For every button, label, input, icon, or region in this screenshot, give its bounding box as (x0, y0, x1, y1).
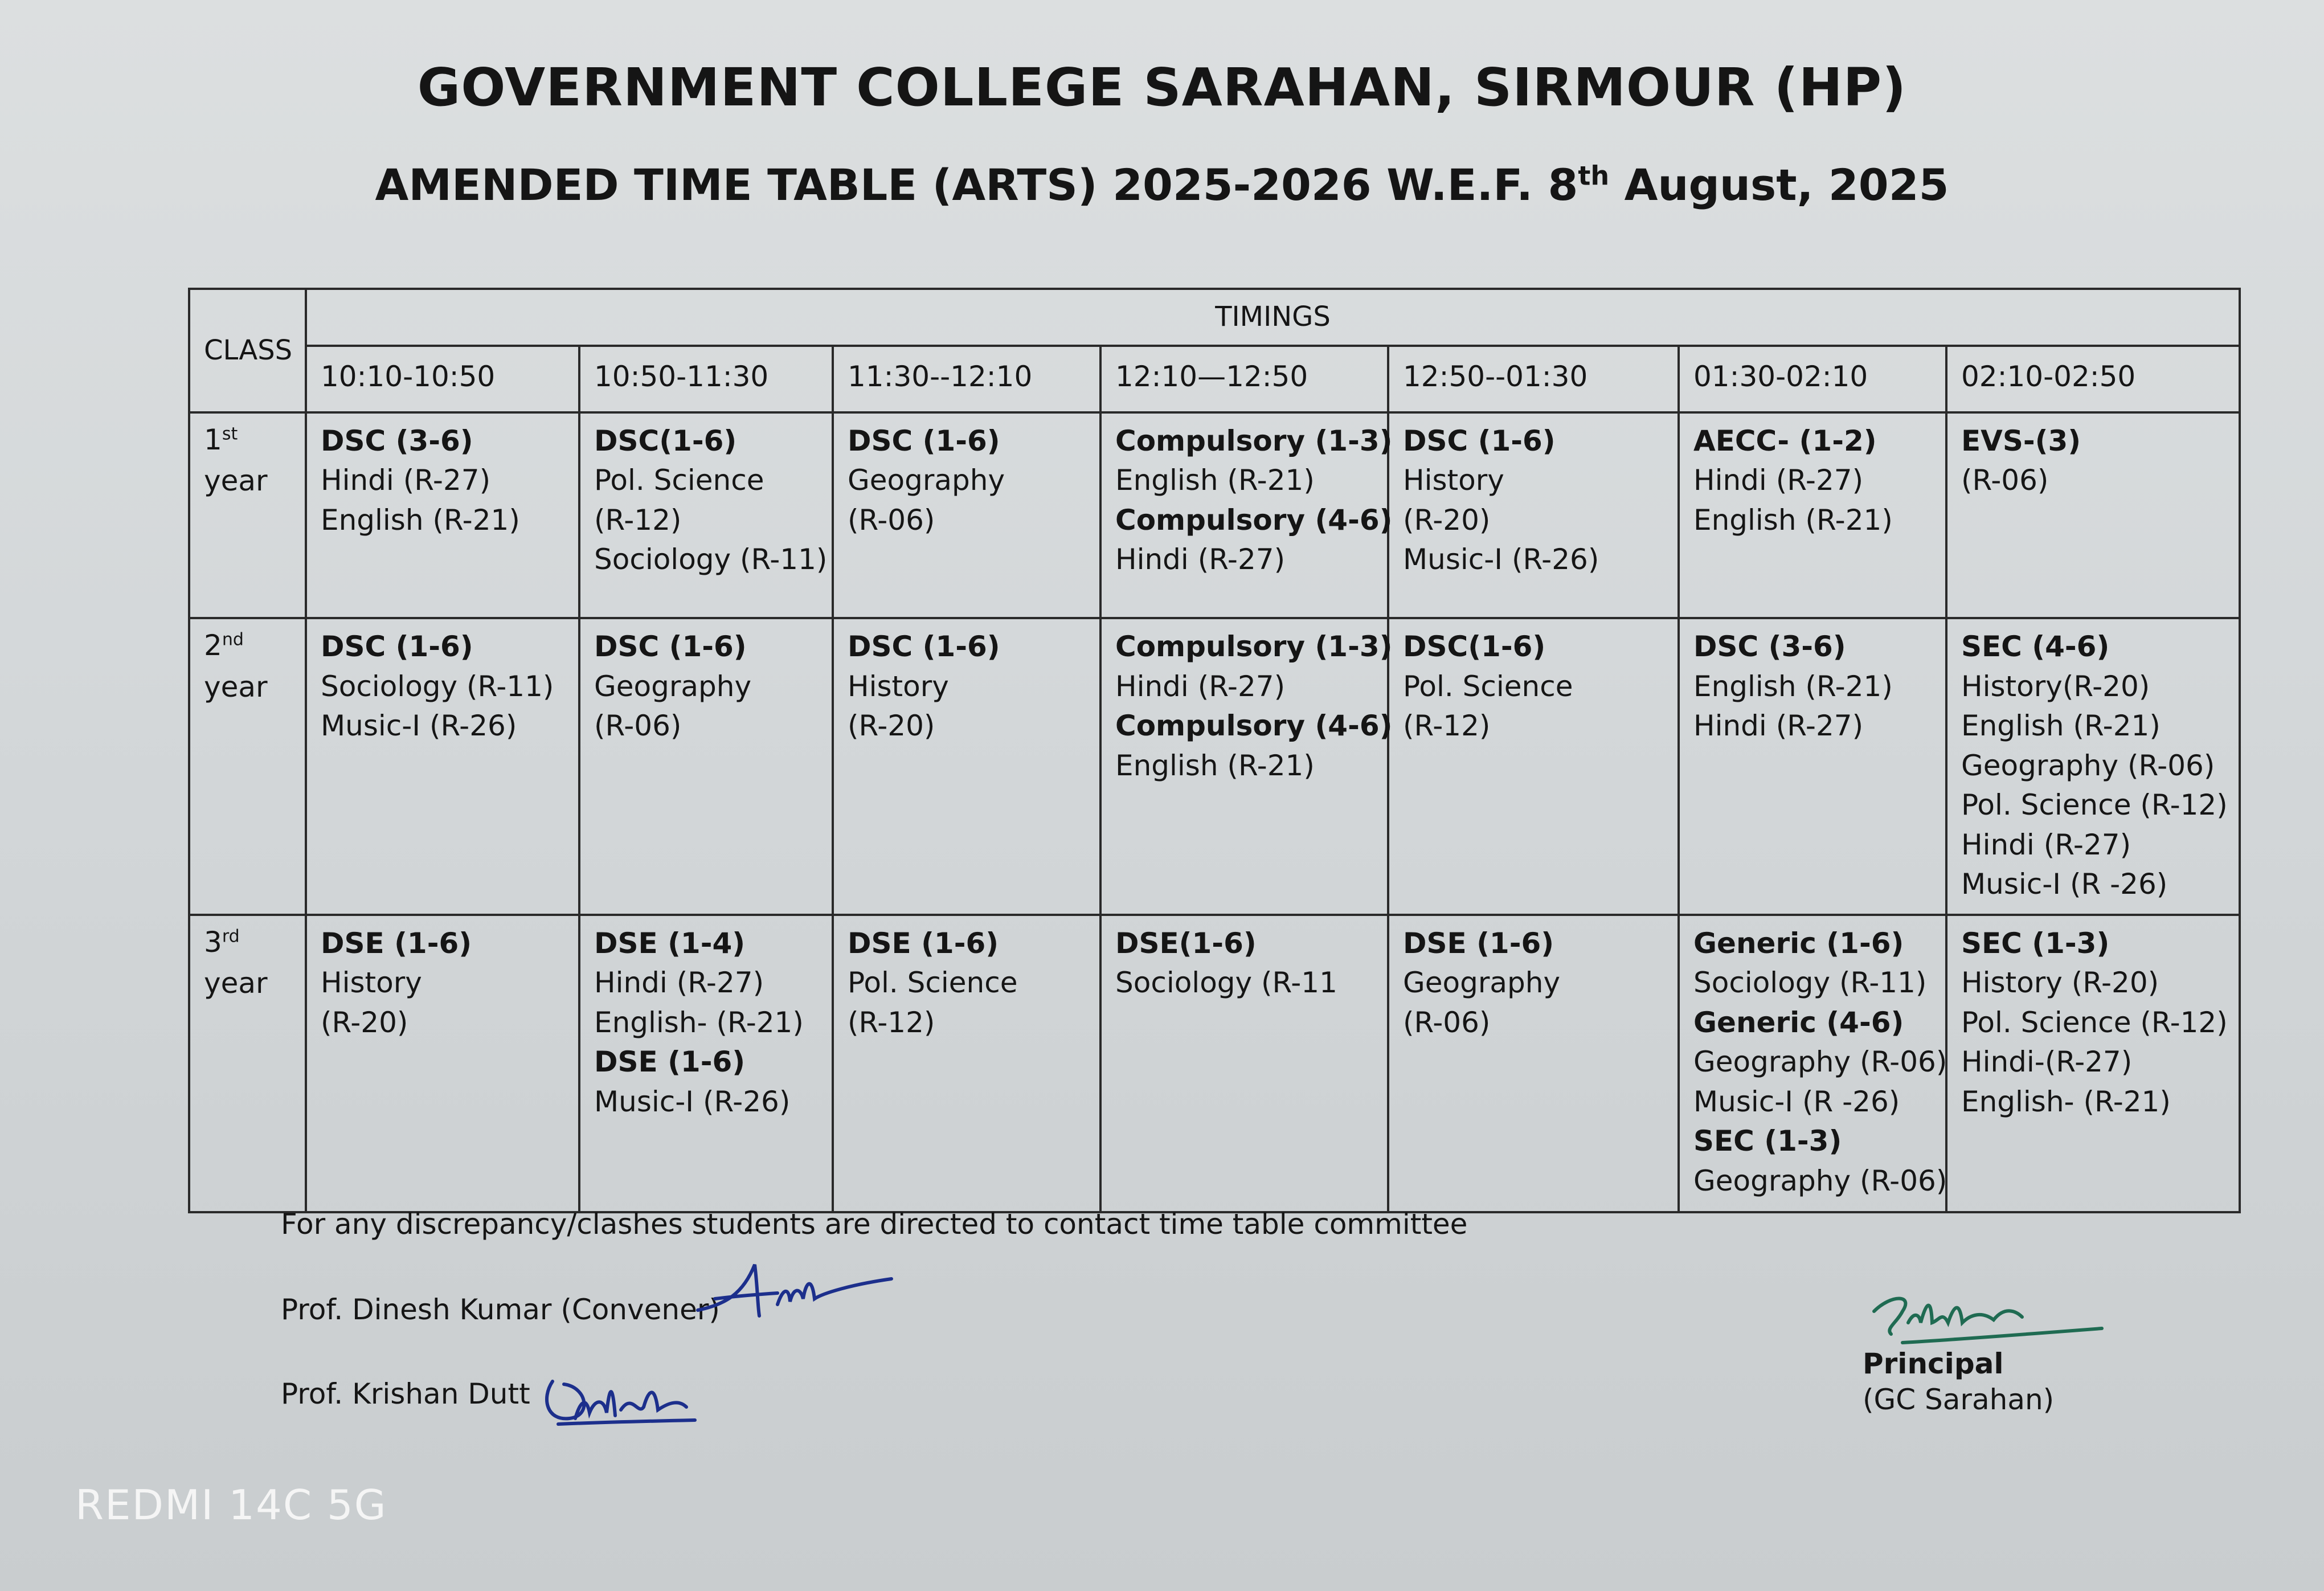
subject-room: History (R-20) (1961, 966, 2159, 1000)
camera-watermark: REDMI 14C 5G (75, 1481, 387, 1529)
discrepancy-note: For any discrepancy/clashes students are directed to contact time table committee (281, 1208, 1468, 1241)
subject-room: History(R-20) (1961, 669, 2150, 703)
subject-room: Geography (R-06) (1693, 1164, 1947, 1197)
course-code: SEC (1-3) (1961, 926, 2110, 960)
time-slot-row (189, 346, 2240, 412)
time-slot-header: 02:10-02:50 (1946, 346, 2240, 412)
course-code: DSC (1-6) (321, 630, 473, 664)
course-code: AECC- (1-2) (1693, 424, 1877, 457)
subject-room: Pol. Science (R-12) (1961, 788, 2228, 822)
timetable-cell (306, 618, 579, 915)
timetable-cell (1100, 412, 1393, 618)
subject-room: Geography (R-06) (1961, 749, 2215, 782)
subject-room: Hindi (R-27) (594, 966, 764, 1000)
subject-room: Music-I (R -26) (1693, 1085, 1900, 1118)
time-slot-header: 10:50-11:30 (579, 346, 833, 412)
subject-room: History (321, 966, 422, 1000)
subject-room: English (R-21) (321, 503, 520, 537)
subject-room: Hindi (R-27) (1115, 669, 1286, 703)
subject-room: Hindi (R-27) (1693, 709, 1864, 743)
timetable-cell (1679, 915, 1946, 1212)
course-code: DSE(1-6) (1115, 926, 1257, 960)
timetable-cell (1946, 618, 2240, 915)
class-row (189, 915, 2240, 1212)
timetable-cell (1100, 915, 1388, 1212)
subject-room: Pol. Science (848, 966, 1018, 1000)
course-code: DSC (1-6) (848, 630, 1000, 664)
subject-room: English (R-21) (1115, 464, 1315, 497)
subject-room: Sociology (R-11) (321, 669, 554, 703)
timetable-cell (1946, 915, 2240, 1212)
convener-name: Prof. Dinesh Kumar (Convener) (281, 1293, 720, 1326)
timetable-cell (1388, 618, 1679, 915)
subject-room: Sociology (R-11) (1693, 966, 1927, 1000)
course-code: DSC (1-6) (594, 630, 747, 664)
timetable-cell (579, 412, 833, 618)
timetable-title: AMENDED TIME TABLE (ARTS) 2025-2026 W.E.F. 8th August, 2025 (375, 159, 1949, 210)
timetable-cell (579, 618, 833, 915)
course-code: DSE (1-6) (321, 926, 472, 960)
class-header: CLASS (189, 289, 306, 412)
class-row (189, 618, 2240, 915)
subject-room: Pol. Science (R-12) (1961, 1005, 2228, 1039)
timetable-cell (1946, 412, 2240, 618)
college-title: GOVERNMENT COLLEGE SARAHAN, SIRMOUR (HP) (417, 57, 1907, 118)
time-slot-header: 11:30--12:10 (833, 346, 1100, 412)
subject-room: English (R-21) (1693, 669, 1893, 703)
subject-room: Sociology (R-11) (594, 543, 828, 576)
subject-room: Music-I (R-26) (321, 709, 517, 743)
year-label: 1st year (189, 412, 306, 618)
subject-room: Geography (848, 464, 1005, 497)
course-code: DSE (1-4) (594, 926, 746, 960)
subject-room: Music-I (R-26) (1403, 543, 1599, 576)
course-code: EVS-(3) (1961, 424, 2081, 457)
course-code: DSC (1-6) (1403, 424, 1556, 457)
subject-room: Pol. Science (594, 464, 764, 497)
course-code: Compulsory (4-6) (1115, 709, 1393, 743)
subject-room: (R-06) (594, 709, 682, 743)
time-slot-header: 01:30-02:10 (1679, 346, 1946, 412)
subject-room: (R-12) (1403, 709, 1491, 743)
timetable-cell (1388, 412, 1679, 618)
course-code: Generic (1-6) (1693, 926, 1904, 960)
timetable (188, 288, 2241, 1213)
timetable-cell (833, 915, 1100, 1212)
subject-room: (R-06) (1403, 1005, 1491, 1039)
time-slot-header: 12:50--01:30 (1388, 346, 1679, 412)
member-name: Prof. Krishan Dutt (281, 1377, 530, 1410)
course-code: DSE (1-6) (594, 1045, 746, 1079)
timetable-cell (1679, 412, 1946, 618)
timetable-cell (306, 915, 579, 1212)
subject-room: History (848, 669, 949, 703)
timetable-cell (1388, 915, 1679, 1212)
subject-room: Hindi-(R-27) (1961, 1045, 2133, 1079)
course-code: DSE (1-6) (848, 926, 999, 960)
subject-room: Hindi (R-27) (1115, 543, 1286, 576)
subject-room: (R-20) (1403, 503, 1491, 537)
subject-room: (R-20) (321, 1005, 408, 1039)
subject-room: English- (R-21) (594, 1005, 804, 1039)
course-code: SEC (1-3) (1693, 1124, 1842, 1158)
course-code: Compulsory (4-6) (1115, 503, 1393, 537)
year-label: 2nd year (189, 618, 306, 915)
timetable-cell (1679, 618, 1946, 915)
principal-signature (1868, 1289, 2108, 1351)
course-code: DSC(1-6) (1403, 630, 1546, 664)
timings-header: TIMINGS (306, 289, 2240, 346)
subject-room: (R-12) (848, 1005, 935, 1039)
course-code: DSC (1-6) (848, 424, 1000, 457)
subject-room: English (R-21) (1961, 709, 2161, 743)
subject-room: English (R-21) (1693, 503, 1893, 537)
course-code: Compulsory (1-3) (1115, 630, 1393, 664)
subject-room: Music-I (R -26) (1961, 868, 2168, 901)
timetable-cell (833, 618, 1100, 915)
course-code: Generic (4-6) (1693, 1005, 1904, 1039)
member-signature (541, 1364, 701, 1433)
subject-room: (R-12) (594, 503, 682, 537)
course-code: DSE (1-6) (1403, 926, 1554, 960)
subject-room: Pol. Science (1403, 669, 1573, 703)
subject-room: Geography (594, 669, 752, 703)
subject-room: Geography (1403, 966, 1561, 1000)
subject-room: (R-06) (848, 503, 935, 537)
course-code: DSC (3-6) (321, 424, 473, 457)
course-code: DSC(1-6) (594, 424, 737, 457)
timetable-cell (1100, 618, 1393, 915)
course-code: DSC (3-6) (1693, 630, 1846, 664)
subject-room: History (1403, 464, 1504, 497)
subject-room: English (R-21) (1115, 749, 1315, 782)
class-row (189, 412, 2240, 618)
course-code: Compulsory (1-3) (1115, 424, 1393, 457)
time-slot-header: 10:10-10:50 (306, 346, 579, 412)
subject-room: (R-20) (848, 709, 935, 743)
time-slot-header: 12:10—12:50 (1100, 346, 1388, 412)
convener-signature (692, 1253, 897, 1327)
timetable-cell (833, 412, 1100, 618)
subject-room: Geography (R-06) (1693, 1045, 1947, 1079)
subject-room: Music-I (R-26) (594, 1085, 791, 1118)
principal-title: Principal (1863, 1347, 2004, 1380)
subject-room: Sociology (R-11 (1115, 966, 1337, 1000)
subject-room: Hindi (R-27) (1693, 464, 1864, 497)
principal-org: (GC Sarahan) (1863, 1383, 2055, 1416)
subject-room: Hindi (R-27) (321, 464, 491, 497)
timetable-cell (579, 915, 833, 1212)
timetable-cell (306, 412, 579, 618)
year-label: 3rd year (189, 915, 306, 1212)
subject-room: Hindi (R-27) (1961, 828, 2131, 861)
course-code: SEC (4-6) (1961, 630, 2110, 664)
subject-room: (R-06) (1961, 464, 2049, 497)
subject-room: English- (R-21) (1961, 1085, 2171, 1118)
